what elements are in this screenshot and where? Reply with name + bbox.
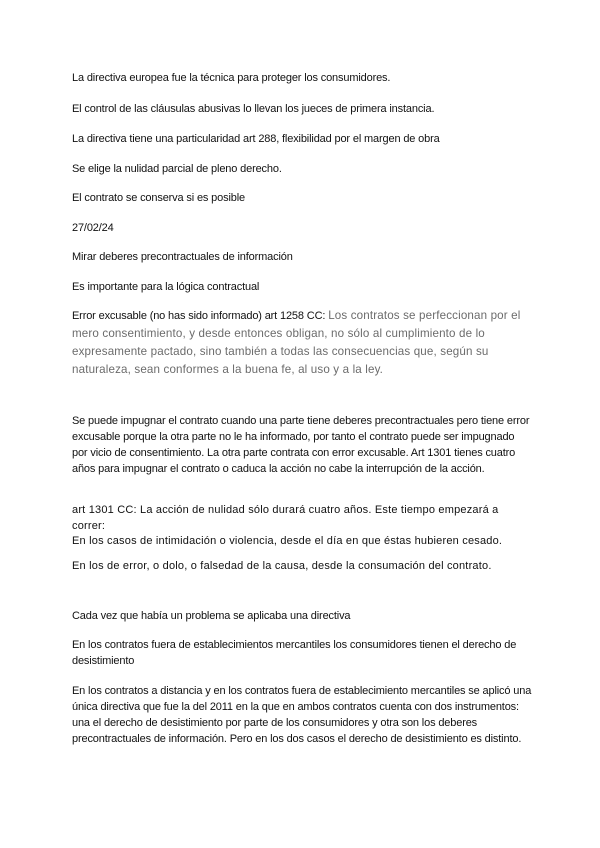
art-1301-line1: art 1301 CC: La acción de nulidad sólo durará cuatro años. Este tiempo empezará a correr: (72, 504, 499, 532)
date-heading: 27/02/24 (72, 222, 114, 234)
paragraph-deberes-precontractuales: Mirar deberes precontractuales de información (72, 251, 293, 263)
paragraph-directiva-europea: La directiva europea fue la técnica para proteger los consumidores. (72, 72, 391, 84)
paragraph-impugnar-contrato: Se puede impugnar el contrato cuando una parte tiene deberes precontractuales pero tiene error excusable porque la otra parte no le ha informado, por tanto el contrato puede ser impugnado por vicio de consentimiento. La otra parte contrata con error excusable. Art 1301 tienes cuatro años para impugnar el contrato o caduca la acción no cabe la interrupción de la acción. (72, 415, 530, 475)
paragraph-error-excusable (72, 307, 532, 379)
paragraph-contrato-conserva: El contrato se conserva si es posible (72, 192, 245, 204)
paragraph-control-clausulas: El control de las cláusulas abusivas lo llevan los jueces de primera instancia. (72, 103, 435, 115)
paragraph-desistimiento: En los contratos fuera de establecimientos mercantiles los consumidores tienen el derecho de desistimiento (72, 639, 517, 667)
paragraph-logica-contractual: Es importante para la lógica contractual (72, 281, 260, 293)
paragraph-nulidad-parcial: Se elige la nulidad parcial de pleno derecho. (72, 163, 282, 175)
paragraph-particularidad: La directiva tiene una particularidad art 288, flexibilidad por el margen de obra (72, 133, 440, 145)
art-1258-label: Error excusable (no has sido informado) art 1258 CC: (72, 310, 329, 322)
art-1301-line2: En los casos de intimidación o violencia, desde el día en que éstas hubieren cesado. (72, 535, 503, 547)
art-1301-error-dolo: En los de error, o dolo, o falsedad de la causa, desde la consumación del contrato. (72, 560, 492, 572)
paragraph-contratos-distancia: En los contratos a distancia y en los contratos fuera de establecimiento mercantiles se aplicó una única directiva que fue la del 2011 en la que en ambos contratos cuenta con dos instrumentos: una el derecho de desistimiento por parte de los consumidores y otra son los deberes precontractuales de información. Pero en los dos casos el derecho de desistimiento es distinto. (72, 685, 532, 745)
paragraph-directiva-problema: Cada vez que había un problema se aplicaba una directiva (72, 610, 351, 622)
art-1258-quote: Los contratos se perfeccionan por el mero consentimiento, y desde entonces obligan, no sólo al cumplimiento de lo expresamente pactado, sino también a todas las consecuencias que, según su naturaleza, sean conformes a la buena fe, al uso y a la ley. (72, 309, 521, 376)
